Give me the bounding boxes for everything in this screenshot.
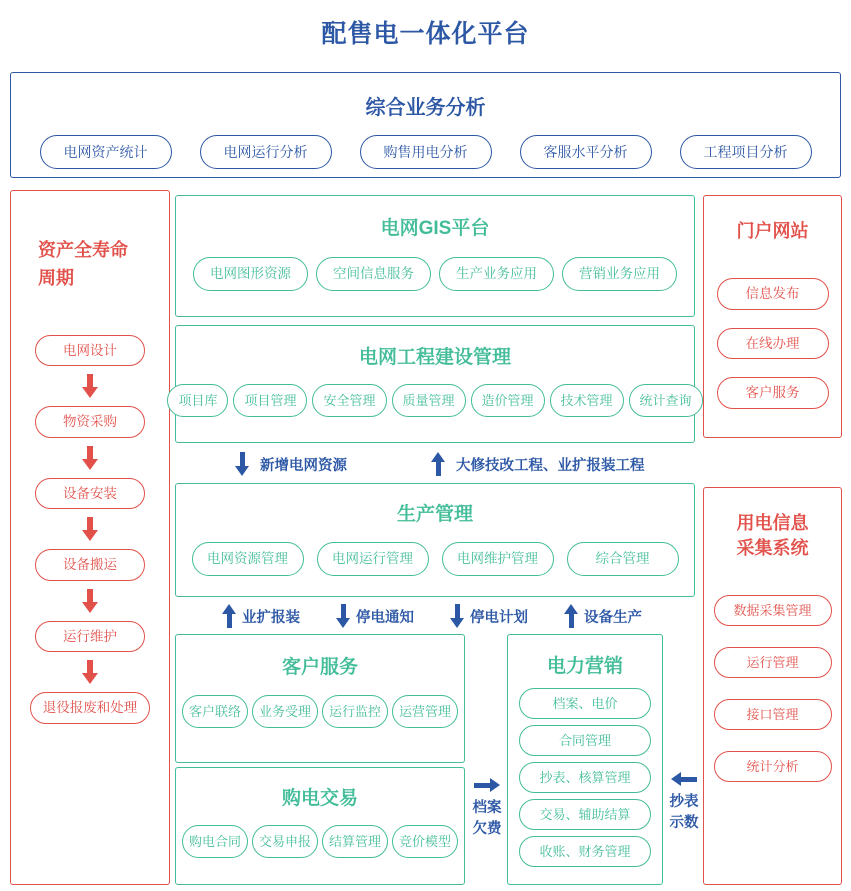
lifecycle-pill: 电网设计 xyxy=(35,335,145,367)
connector-label-line1: 档案 xyxy=(472,800,502,816)
arrow-shaft xyxy=(681,777,697,782)
gis-pill: 生产业务应用 xyxy=(439,257,554,291)
arrow-head xyxy=(336,618,350,628)
construction-pill: 项目管理 xyxy=(233,384,307,417)
arrow-shaft xyxy=(436,462,441,476)
connector-label xyxy=(670,792,699,834)
customer-service-section xyxy=(175,634,465,763)
arrow-shaft xyxy=(87,589,93,602)
flow-label: 停电通知 xyxy=(356,609,414,626)
gis-pill-row xyxy=(176,257,694,291)
flow-label: 业扩报装 xyxy=(242,609,300,626)
analysis-pill-row xyxy=(11,135,840,169)
analysis-pill: 客服水平分析 xyxy=(520,135,652,169)
lifecycle-step xyxy=(35,406,145,478)
production-pill: 综合管理 xyxy=(567,542,679,576)
metering-system-title xyxy=(737,511,809,561)
arrow-shaft xyxy=(227,614,232,628)
purchase-trade-title: 购电交易 xyxy=(281,788,358,809)
asset-lifecycle-title-line2: 周期 xyxy=(38,267,74,288)
connector-archive-arrears xyxy=(466,778,508,840)
gis-title: 电网GIS平台 xyxy=(380,218,490,239)
marketing-pill-col xyxy=(508,688,662,867)
customer-service-pill: 客户联络 xyxy=(182,695,248,728)
metering-pill: 运行管理 xyxy=(714,647,832,678)
arrow-shaft xyxy=(87,660,93,673)
marketing-pill: 档案、电价 xyxy=(519,688,651,719)
portal-pill: 客户服务 xyxy=(717,377,829,409)
flow-outage-plan xyxy=(450,604,528,628)
customer-service-pill: 运营管理 xyxy=(392,695,458,728)
construction-title: 电网工程建设管理 xyxy=(358,347,511,368)
asset-lifecycle-title-line1: 资产全寿命 xyxy=(38,240,128,260)
arrow-head xyxy=(82,459,98,470)
marketing-pill: 合同管理 xyxy=(519,725,651,756)
lifecycle-steps xyxy=(30,335,151,724)
metering-pill: 数据采集管理 xyxy=(714,595,832,626)
flow-new-grid-resource xyxy=(235,452,347,476)
arrow-shaft xyxy=(341,604,346,618)
construction-pill-row xyxy=(176,384,694,417)
gis-pill: 电网图形资源 xyxy=(193,257,308,291)
arrow-up-icon xyxy=(431,452,445,476)
lifecycle-step xyxy=(35,549,145,621)
purchase-trade-section xyxy=(175,767,465,885)
arrow-head xyxy=(671,772,681,786)
construction-pill: 安全管理 xyxy=(312,384,386,417)
metering-pill: 接口管理 xyxy=(714,699,832,730)
arrow-shaft xyxy=(87,446,93,459)
metering-pill: 统计分析 xyxy=(714,751,832,782)
arrow-shaft xyxy=(87,374,93,387)
portal-pill: 信息发布 xyxy=(717,278,829,310)
lifecycle-pill: 设备安装 xyxy=(35,478,145,510)
flow-production-lower xyxy=(175,599,695,633)
marketing-title: 电力营销 xyxy=(546,656,623,677)
purchase-trade-pill: 竞价模型 xyxy=(392,825,458,858)
arrow-shaft xyxy=(474,783,490,788)
portal-pill-col xyxy=(717,278,829,409)
production-pill-row xyxy=(176,542,694,576)
flow-label: 大修技改工程、业扩报装工程 xyxy=(456,457,645,474)
purchase-trade-pill: 交易申报 xyxy=(252,825,318,858)
metering-title-line2: 采集系统 xyxy=(736,538,809,559)
flow-equipment-production xyxy=(564,604,642,628)
arrow-head xyxy=(235,466,249,476)
flow-label: 设备生产 xyxy=(584,609,642,626)
page-title: 配售电一体化平台 xyxy=(321,20,530,48)
lifecycle-pill: 退役报废和处理 xyxy=(30,692,151,724)
lifecycle-step xyxy=(35,478,145,550)
arrow-head xyxy=(490,778,500,792)
connector-label xyxy=(473,798,502,840)
arrow-head xyxy=(222,604,236,614)
marketing-pill: 收账、财务管理 xyxy=(519,836,651,867)
production-title: 生产管理 xyxy=(396,504,473,525)
arrow-left-icon xyxy=(671,772,697,786)
analysis-pill: 工程项目分析 xyxy=(680,135,812,169)
customer-service-pill-row xyxy=(176,695,464,728)
arrow-right-icon xyxy=(474,778,500,792)
arrow-down-icon xyxy=(450,604,464,628)
asset-lifecycle-title xyxy=(38,237,128,293)
flow-overhaul-projects xyxy=(431,452,645,476)
portal-section xyxy=(703,195,842,438)
connector-label-line2: 示数 xyxy=(669,815,699,832)
connector-label-line2: 欠费 xyxy=(472,821,502,838)
construction-pill: 技术管理 xyxy=(550,384,624,417)
customer-service-pill: 业务受理 xyxy=(252,695,318,728)
arrow-head xyxy=(82,387,98,398)
lifecycle-pill: 物资采购 xyxy=(35,406,145,438)
production-pill: 电网资源管理 xyxy=(192,542,304,576)
marketing-pill: 交易、辅助结算 xyxy=(519,799,651,830)
lifecycle-step xyxy=(35,335,145,407)
metering-system-section xyxy=(703,487,842,885)
purchase-trade-pill-row xyxy=(176,825,464,858)
arrow-down-icon xyxy=(82,517,98,541)
arrow-down-icon xyxy=(82,660,98,684)
analysis-pill: 电网资产统计 xyxy=(40,135,172,169)
analysis-pill: 购售用电分析 xyxy=(360,135,492,169)
flow-label: 新增电网资源 xyxy=(260,457,347,474)
arrow-head xyxy=(82,673,98,684)
marketing-pill: 抄表、核算管理 xyxy=(519,762,651,793)
lifecycle-step xyxy=(35,621,145,693)
metering-title-line1: 用电信息 xyxy=(736,513,809,533)
gis-pill: 空间信息服务 xyxy=(316,257,431,291)
gis-pill: 营销业务应用 xyxy=(562,257,677,291)
customer-service-title: 客户服务 xyxy=(281,657,358,678)
arrow-shaft xyxy=(87,517,93,530)
portal-title: 门户网站 xyxy=(736,221,809,241)
purchase-trade-pill: 购电合同 xyxy=(182,825,248,858)
arrow-down-icon xyxy=(82,446,98,470)
arrow-shaft xyxy=(569,614,574,628)
arrow-shaft xyxy=(240,452,245,466)
marketing-section xyxy=(507,634,663,885)
connector-meter-readings xyxy=(663,772,705,834)
arrow-down-icon xyxy=(336,604,350,628)
production-section xyxy=(175,483,695,597)
portal-pill: 在线办理 xyxy=(717,328,829,360)
arrow-head xyxy=(564,604,578,614)
arrow-shaft xyxy=(455,604,460,618)
arrow-down-icon xyxy=(82,374,98,398)
purchase-trade-pill: 结算管理 xyxy=(322,825,388,858)
lifecycle-step xyxy=(30,692,151,724)
arrow-down-icon xyxy=(235,452,249,476)
construction-section xyxy=(175,325,695,443)
analysis-pill: 电网运行分析 xyxy=(200,135,332,169)
arrow-head xyxy=(431,452,445,462)
analysis-section xyxy=(10,72,841,178)
arrow-head xyxy=(82,530,98,541)
metering-pill-col xyxy=(714,595,832,782)
flow-label: 停电计划 xyxy=(470,609,528,626)
construction-pill: 造价管理 xyxy=(471,384,545,417)
connector-label-line1: 抄表 xyxy=(669,794,699,810)
arrow-up-icon xyxy=(222,604,236,628)
flow-outage-notice xyxy=(336,604,414,628)
customer-service-pill: 运行监控 xyxy=(322,695,388,728)
arrow-up-icon xyxy=(564,604,578,628)
flow-construction-production xyxy=(175,447,695,481)
lifecycle-pill: 运行维护 xyxy=(35,621,145,653)
flow-service-expansion xyxy=(222,604,300,628)
lifecycle-pill: 设备搬运 xyxy=(35,549,145,581)
arrow-head xyxy=(450,618,464,628)
arrow-head xyxy=(82,602,98,613)
construction-pill: 项目库 xyxy=(167,384,228,417)
gis-platform-section xyxy=(175,195,695,317)
arrow-down-icon xyxy=(82,589,98,613)
production-pill: 电网维护管理 xyxy=(442,542,554,576)
construction-pill: 质量管理 xyxy=(392,384,466,417)
asset-lifecycle-section xyxy=(10,190,170,885)
construction-pill: 统计查询 xyxy=(629,384,703,417)
production-pill: 电网运行管理 xyxy=(317,542,429,576)
analysis-title: 综合业务分析 xyxy=(365,97,486,119)
